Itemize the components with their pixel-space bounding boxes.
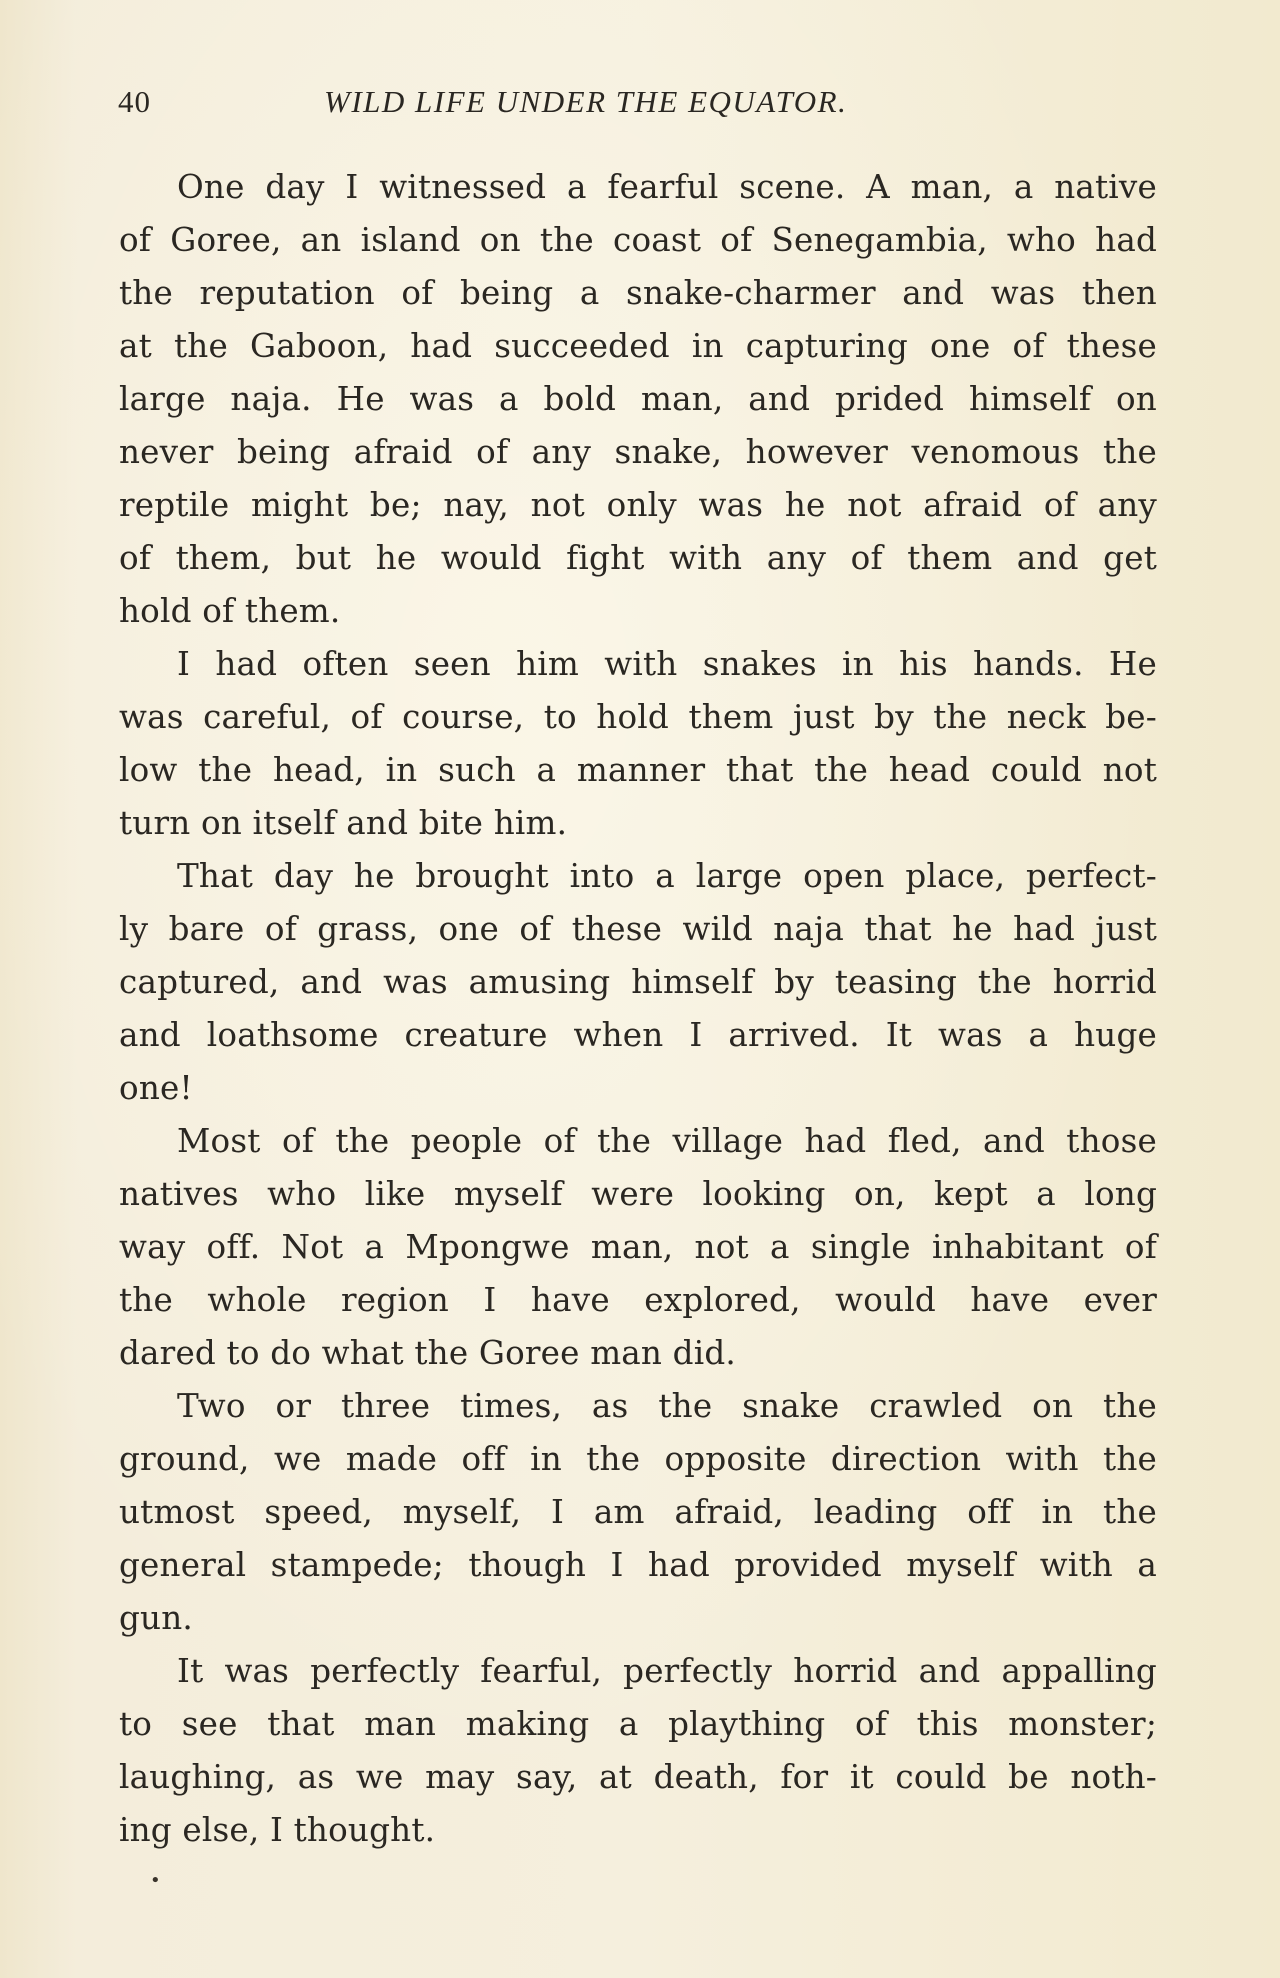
text-line: reptile might be; nay, not only was he not afraid of any [119, 486, 1157, 524]
text-line: utmost speed, myself, I am afraid, leading off in the [119, 1493, 1157, 1531]
text-line: captured, and was amusing himself by teasing the horrid [119, 963, 1157, 1001]
text-line: way off. Not a Mpongwe man, not a single inhabitant of [119, 1228, 1157, 1266]
text-line: never being afraid of any snake, however venomous the [119, 433, 1157, 471]
text-line: was careful, of course, to hold them just by the neck be- [119, 698, 1157, 736]
text-line: natives who like myself were looking on, kept a long [119, 1175, 1157, 1213]
text-line: ground, we made off in the opposite direction with the [119, 1440, 1157, 1478]
text-line: One day I witnessed a fearful scene. A man, a native [177, 168, 1157, 206]
running-title: WILD LIFE UNDER THE EQUATOR. [324, 84, 848, 119]
text-line: Two or three times, as the snake crawled on the [177, 1387, 1157, 1425]
text-line: one! [119, 1069, 193, 1107]
page-number: 40 [118, 84, 151, 119]
text-line: It was perfectly fearful, perfectly horrid and appalling [177, 1652, 1157, 1690]
text-line: That day he brought into a large open place, perfect- [177, 857, 1157, 895]
text-line: gun. [119, 1599, 193, 1637]
text-line: large naja. He was a bold man, and prided himself on [119, 380, 1157, 418]
printer-mark: • [150, 1870, 161, 1891]
page-header [118, 84, 1168, 124]
text-line: and loathsome creature when I arrived. It was a huge [119, 1016, 1157, 1054]
text-line: laughing, as we may say, at death, for it could be noth- [119, 1758, 1157, 1796]
text-line: low the head, in such a manner that the head could not [119, 751, 1157, 789]
text-line: turn on itself and bite him. [119, 804, 568, 842]
text-line: hold of them. [119, 592, 341, 630]
body-text [119, 161, 1157, 1857]
text-line: dared to do what the Goree man did. [119, 1334, 736, 1372]
text-line: general stampede; though I had provided myself with a [119, 1546, 1157, 1584]
text-line: Most of the people of the village had fled, and those [177, 1122, 1157, 1160]
text-line: of them, but he would fight with any of them and get [119, 539, 1157, 577]
text-line: to see that man making a plaything of this monster; [119, 1705, 1157, 1743]
text-line: the whole region I have explored, would have ever [119, 1281, 1157, 1319]
text-line: the reputation of being a snake-charmer and was then [119, 274, 1157, 312]
text-line: at the Gaboon, had succeeded in capturing one of these [119, 327, 1157, 365]
text-line: ly bare of grass, one of these wild naja that he had just [119, 910, 1157, 948]
text-line: ing else, I thought. [119, 1811, 436, 1849]
text-line: of Goree, an island on the coast of Senegambia, who had [119, 221, 1157, 259]
text-line: I had often seen him with snakes in his hands. He [177, 645, 1157, 683]
